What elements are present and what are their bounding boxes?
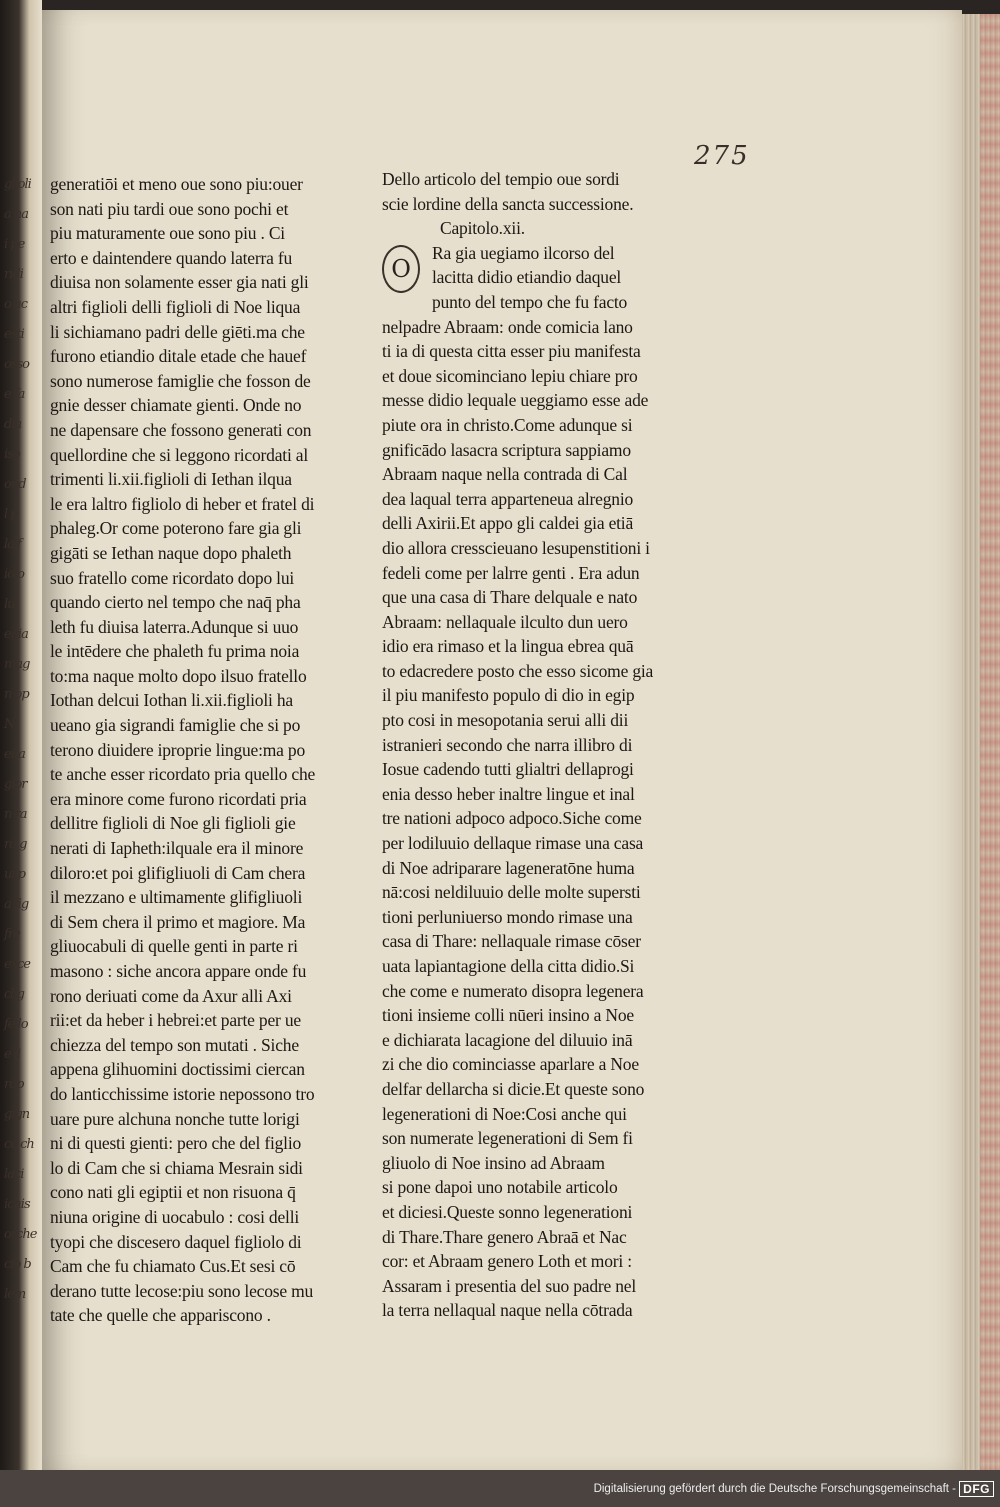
- margin-fragment: lui: [4, 597, 18, 612]
- previous-page-margin: [4, 170, 40, 1302]
- text-line: generatiōi et meno oue sono piu:ouer: [50, 174, 303, 194]
- margin-fragment: exce: [4, 957, 30, 972]
- margin-fragment: egia: [4, 627, 28, 642]
- text-line: fedeli come per lalrre genti . Era adun: [382, 562, 640, 583]
- margin-fragment: e li: [4, 1047, 21, 1062]
- text-line: dea laqual terra apparteneua alregnio: [382, 488, 634, 509]
- margin-fragment: lem: [4, 1287, 26, 1302]
- text-line: cono nati gli egiptii et non risuona q̄: [50, 1182, 296, 1203]
- text-line: ne dapensare che fossono generati con: [50, 419, 312, 440]
- text-line: legenerationi di Noe:Cosi anche qui: [382, 1103, 627, 1124]
- text-line: to edacredere posto che esso sicome gia: [382, 660, 654, 681]
- right-body-text: [382, 315, 712, 1323]
- text-line: ti ia di questa citta esser piu manifesta: [382, 341, 641, 362]
- text-line: e dichiarata lacagione del diluuio inā: [382, 1029, 633, 1050]
- text-line: idio era rimaso et la lingua ebrea quā: [382, 636, 634, 657]
- chapter-label: Capitolo.xii.: [440, 218, 525, 239]
- text-line: nelpadre Abraam: onde comicia lano: [382, 316, 633, 337]
- text-line: delfar dellarcha si dicie.Et queste sono: [382, 1078, 645, 1099]
- margin-fragment: gior: [4, 777, 27, 792]
- text-line: rii:et da heber i hebrei:et parte per ue: [50, 1010, 301, 1031]
- text-line: gnificādo lasacra scriptura sappiamo: [382, 439, 631, 460]
- chapter-heading: [382, 167, 712, 216]
- margin-fragment: i pe: [4, 237, 25, 252]
- margin-fragment: cio b: [4, 1257, 31, 1272]
- text-line: era minore come furono ricordati pria: [50, 788, 307, 809]
- text-line: leth fu diuisa laterra.Adunque si uuo: [50, 616, 299, 637]
- text-line: di Thare.Thare genero Abraā et Nac: [382, 1226, 627, 1247]
- heading-line: scie lordine della sancta successione.: [382, 193, 634, 214]
- margin-fragment: osso: [4, 357, 29, 372]
- text-line: phaleg.Or come poterono fare gia gli: [50, 518, 302, 539]
- folio-number: 275: [694, 141, 750, 171]
- margin-fragment: a fig: [4, 897, 29, 912]
- text-line: gliuocabuli di quelle genti in parte ri: [50, 936, 298, 957]
- text-line: cor: et Abraam genero Loth et mori :: [382, 1251, 632, 1272]
- text-line: et diciesi.Queste sonno legenerationi: [382, 1201, 633, 1222]
- text-line: lo di Cam che si chiama Mesrain sidi: [50, 1157, 303, 1178]
- initial-block: [382, 241, 712, 315]
- text-line: enia desso heber inaltre lingue et inal: [382, 783, 635, 804]
- margin-fragment: ond: [4, 477, 26, 492]
- text-line: uare pure alchuna nonche tutte lorigi: [50, 1108, 300, 1129]
- margin-fragment: N: [4, 717, 15, 732]
- margin-fragment: esti: [4, 327, 24, 342]
- margin-fragment: dia: [4, 417, 22, 432]
- margin-fragment: e fa: [4, 387, 25, 402]
- text-line: piute ora in christo.Come adunque si: [382, 414, 633, 435]
- left-text-column: [50, 172, 370, 1328]
- text-line: nerati di Iapheth:ilquale era il minore: [50, 838, 304, 859]
- text-line: pto cosi in mesopotania serui alli dii: [382, 710, 629, 731]
- text-line: il piu manifesto populo di dio in egip: [382, 685, 635, 706]
- text-line: appena glihuomini doctissimi ciercan: [50, 1059, 305, 1080]
- text-line: do lanticchissime istorie nepossono tro: [50, 1083, 315, 1104]
- margin-fragment: fe lo: [4, 1017, 28, 1032]
- page-fore-edge: [962, 14, 1000, 1470]
- text-line: le intēdere che phaleth fu prima noia: [50, 641, 300, 662]
- text-line: che come e numerato disopra legenera: [382, 980, 644, 1001]
- text-line: tate che quelle che appariscono .: [50, 1305, 271, 1326]
- text-line: si pone dapoi uno notabile articolo: [382, 1177, 618, 1198]
- footer-bar: [0, 1470, 1000, 1507]
- margin-fragment: clig: [4, 987, 24, 1002]
- text-line: piu maturamente oue sono piu . Ci: [50, 223, 285, 244]
- text-line: niuna origine di uocabulo : cosi delli: [50, 1206, 300, 1227]
- dfg-logo: DFG: [959, 1481, 994, 1497]
- text-line: diloro:et poi glifigliuoli di Cam chera: [50, 862, 306, 883]
- margin-fragment: orche: [4, 1227, 37, 1242]
- text-line: diuisa non solamente esser gia nati gli: [50, 272, 309, 293]
- margin-fragment: ui p: [4, 867, 25, 882]
- margin-fragment: iolo: [4, 567, 24, 582]
- text-line: uata lapiantagione della citta didio.Si: [382, 956, 635, 976]
- text-line: le era laltro figliolo di heber et fratel di: [50, 493, 315, 514]
- text-line: et doue sicominciano lepiu chiare pro: [382, 365, 638, 386]
- text-line: quellordine che si leggono ricordati al: [50, 444, 309, 465]
- text-line: delli Axirii.Et appo gli caldei gia etiā: [382, 513, 634, 534]
- text-line: gliuolo di Noe insino ad Abraam: [382, 1152, 605, 1173]
- right-text-column: [382, 167, 712, 1323]
- text-line: que una casa di Thare delquale e nato: [382, 587, 638, 608]
- text-line: gnie desser chiamate gienti. Onde no: [50, 395, 302, 416]
- text-line: Iosue cadendo tutti glialtri dellaprogi: [382, 759, 634, 780]
- text-line: casa di Thare: nellaquale rimase cōser: [382, 931, 641, 952]
- text-line: erto e daintendere quando laterra fu: [50, 247, 293, 268]
- text-line: di Noe adriparare lageneratōne huma: [382, 857, 635, 878]
- text-line: tioni perluniuerso mondo rimase una: [382, 906, 633, 927]
- text-line: Abraam: nellaquale ilculto dun uero: [382, 611, 628, 632]
- text-line: ueano gia sigrandi famiglie che si po: [50, 715, 301, 736]
- text-line: tre nationi adpoco adpoco.Siche come: [382, 808, 642, 829]
- text-line: tyopi che discesero daquel figliolo di: [50, 1231, 302, 1252]
- text-line: zi che dio cominciasse aparlare a Noe: [382, 1054, 639, 1075]
- text-line: te anche esser ricordato pria quello che: [50, 764, 316, 785]
- text-line: sono numerose famiglie che fosson de: [50, 370, 311, 391]
- margin-fragment: eita: [4, 747, 25, 762]
- text-line: tioni insieme colli nūeri insino a Noe: [382, 1005, 634, 1026]
- text-line: istranieri secondo che narra illibro di: [382, 734, 633, 755]
- margin-fragment: o ac: [4, 297, 27, 312]
- margin-fragment: gign: [4, 1107, 30, 1122]
- text-line: son nati piu tardi oue sono pochi et: [50, 198, 289, 219]
- text-line: la terra nellaqual naque nella cōtrada: [382, 1300, 633, 1321]
- text-line: di Sem chera il primo et magiore. Ma: [50, 911, 306, 932]
- text-line: trimenti li.xii.figlioli di Iethan ilqua: [50, 469, 292, 490]
- text-line: per lodiluuio dellaque rimase una casa: [382, 833, 644, 854]
- text-line: chiezza del tempo son mutati . Siche: [50, 1034, 299, 1055]
- text-line: Ra gia uegiamo ilcorso del: [432, 242, 615, 263]
- text-line: masono : siche ancora appare onde fu: [50, 961, 307, 981]
- text-line: dellitre figlioli di Noe gli figlioli gie: [50, 813, 296, 834]
- margin-fragment: laci: [4, 1167, 24, 1182]
- margin-fragment: ra g: [4, 837, 27, 852]
- margin-fragment: ichis: [4, 1197, 30, 1212]
- text-line: dio allora cresscieuano lesupenstitioni i: [382, 537, 650, 558]
- text-line: terono diuidere iproprie lingue:ma po: [50, 739, 306, 760]
- text-line: Cam che fu chiamato Cus.Et sesi cō: [50, 1256, 296, 1277]
- margin-fragment: ce ch: [4, 1137, 34, 1152]
- text-line: il mezzano e ultimamente glifigliuoli: [50, 887, 303, 908]
- text-line: ni di questi gienti: pero che del figlio: [50, 1133, 302, 1154]
- text-line: Abraam naque nella contrada di Cal: [382, 464, 628, 485]
- text-line: li sichiamano padri delle giēti.ma che: [50, 321, 305, 342]
- margin-fragment: la f: [4, 537, 21, 552]
- margin-fragment: fre: [4, 927, 20, 942]
- text-line: Iothan delcui Iothan li.xii.figlioli ha: [50, 690, 293, 711]
- text-line: altri figlioli delli figlioli di Noe liqua: [50, 296, 301, 317]
- text-line: furono etiandio ditale etade che hauef: [50, 346, 307, 367]
- text-line: suo fratello come ricordato dopo lui: [50, 567, 295, 588]
- heading-line: Dello articolo del tempio oue sordi: [382, 169, 620, 189]
- text-line: nā:cosi neldiluuio delle molte supersti: [382, 882, 641, 903]
- text-line: rono deriuati come da Axur alli Axi: [50, 985, 292, 1006]
- margin-fragment: rop: [4, 1077, 24, 1092]
- text-line: lacitta didio etiandio daquel: [432, 267, 622, 288]
- margin-fragment: glioli: [4, 177, 31, 192]
- text-line: messe didio lequale ueggiamo esse ade: [382, 390, 649, 411]
- margin-fragment: n op: [4, 687, 29, 702]
- margin-fragment: ridi: [4, 267, 23, 282]
- text-line: punto del tempo che fu facto: [432, 291, 628, 312]
- text-line: Assaram i presentia del suo padre nel: [382, 1275, 637, 1296]
- margin-fragment: l p: [4, 507, 18, 522]
- margin-fragment: iso: [4, 447, 20, 462]
- margin-fragment: a na: [4, 207, 29, 222]
- margin-fragment: n ra: [4, 807, 27, 822]
- text-line: gigāti se Iethan naque dopo phaleth: [50, 542, 292, 563]
- text-line: derano tutte lecose:piu sono lecose mu: [50, 1280, 314, 1301]
- funding-credit: Digitalisierung gefördert durch die Deutsche Forschungsgemeinschaft -: [593, 1483, 956, 1495]
- text-line: to:ma naque molto dopo ilsuo fratello: [50, 665, 307, 686]
- text-line: son numerate legenerationi di Sem fi: [382, 1128, 633, 1149]
- text-line: quando cierto nel tempo che naq̄ pha: [50, 592, 301, 613]
- decorated-initial: O: [382, 245, 420, 293]
- margin-fragment: mag: [4, 657, 30, 672]
